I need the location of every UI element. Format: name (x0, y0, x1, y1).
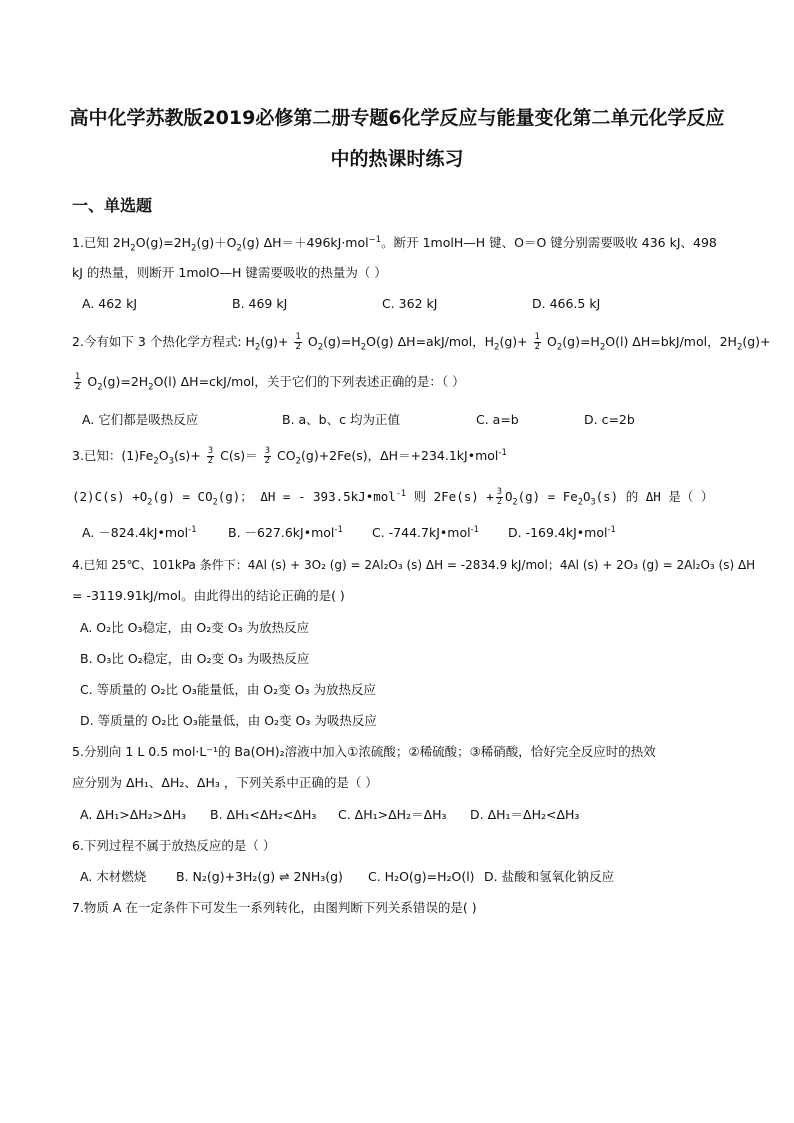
q4-option-d: D. 等质量的 O₂比 O₃能量低，由 O₂变 O₃ 为吸热反应 (80, 713, 377, 728)
q1-option-a: A. 462 kJ (82, 296, 138, 311)
q4-option-b: B. O₃比 O₂稳定，由 O₂变 O₃ 为吸热反应 (80, 651, 310, 666)
fraction: $\frac{1}{2}$ (295, 332, 301, 352)
q2-option-b: B. a、b、c 均为正值 (282, 412, 400, 427)
question-7-line1: 7.物质 A 在一定条件下可发生一系列转化，由图判断下列关系错误的是( ) (72, 900, 477, 915)
question-3-line1: 3.已知：$(1)Fe_2O_3(s)+$ $\frac{3}{2}$ C(s)＝ $\frac{3}{2}$ $CO_2(g)+2Fe(s)$，ΔH＝+234.1kJ•mol$^{-1}$ (72, 446, 507, 467)
question-1-line2: kJ 的热量，则断开 1molO—H 键需要吸收的热量为（ ） (72, 265, 387, 280)
q6-option-a: A. 木材燃烧 (80, 869, 147, 884)
q3-option-a: A. －824.4kJ•mol$^{-1}$ (82, 524, 197, 540)
q3-option-c: C. -744.7kJ•mol$^{-1}$ (372, 524, 480, 540)
fraction: $\frac{3}{2}$ (496, 487, 502, 507)
section-heading: 一、单选题 (72, 196, 153, 215)
q4-option-a: A. O₂比 O₃稳定，由 O₂变 O₃ 为放热反应 (80, 620, 310, 635)
question-5-line2: 应分别为 ΔH₁、ΔH₂、ΔH₃ ，下列关系中正确的是（ ） (72, 775, 378, 790)
q6-option-c: C. H₂O(g)=H₂O(l) (368, 869, 475, 884)
q5-option-c: C. ΔH₁>ΔH₂＝ΔH₃ (338, 807, 447, 822)
question-5-line1: 5.分别向 1 L 0.5 mol·L⁻¹的 Ba(OH)₂溶液中加入①浓硫酸；②稀硫酸；③稀硝酸，恰好完全反应时的热效 (72, 744, 656, 759)
fraction: $\frac{3}{2}$ (264, 446, 271, 466)
document-title-line1: 高中化学苏教版2019必修第二册专题6化学反应与能量变化第二单元化学反应 (69, 107, 725, 129)
q3-option-d: D. -169.4kJ•mol$^{-1}$ (508, 524, 616, 540)
q3-option-b: B. －627.6kJ•mol$^{-1}$ (228, 524, 343, 540)
q5-option-d: D. ΔH₁＝ΔH₂<ΔH₃ (470, 807, 580, 822)
question-4-line1: 4.已知 25℃、101kPa 条件下：4Al (s) + 3O₂ (g) = 2Al₂O₃ (s) ΔH = -2834.9 kJ/mol；4Al (s) + 2O₃ (g) = 2Al₂O₃ (s) ΔH (72, 558, 756, 572)
q6-option-d: D. 盐酸和氢氧化钠反应 (484, 869, 615, 884)
q2-option-c: C. a=b (476, 412, 519, 427)
question-4-line2: = -3119.91kJ/mol。由此得出的结论正确的是( ) (72, 588, 345, 603)
question-1-line1: 1.已知 $2H_2O(g)=2H_2(g)+O_2(g)$ ΔH＝＋496kJ·mol$^{-1}$。断开 1molH—H 键、O＝O 键分别需要吸收 436 kJ、498 (72, 234, 717, 254)
q1-option-b: B. 469 kJ (232, 296, 288, 311)
q1-option-d: D. 466.5 kJ (532, 296, 601, 311)
q4-option-c: C. 等质量的 O₂比 O₃能量低，由 O₂变 O₃ 为放热反应 (80, 682, 376, 697)
q5-option-b: B. ΔH₁<ΔH₂<ΔH₃ (210, 807, 317, 822)
fraction: $\frac{1}{2}$ (75, 372, 81, 392)
fraction: $\frac{3}{2}$ (207, 446, 214, 466)
q1-option-c: C. 362 kJ (382, 296, 438, 311)
q2-option-d: D. c=2b (584, 412, 635, 427)
q6-option-b: B. N₂(g)+3H₂(g) ⇌ 2NH₃(g) (176, 869, 343, 884)
question-3-line2: $(2)C(s) +O_2(g) = CO_2(g)$； ΔH = - 393.5kJ•mol$^{-1}$ 则 2Fe(s) + $\frac{3}{2}$ $O_2(g) = Fe_2O_3(s)$ 的 ΔH 是（ ） (72, 487, 714, 508)
question-2-line2: $\frac{1}{2}$ $O_2(g)=2H_2O(l)$ ΔH=ckJ/mol，关于它们的下列表述正确的是：（ ） (75, 372, 465, 393)
question-6-line1: 6.下列过程不属于放热反应的是（ ） (72, 838, 276, 853)
question-2-line1: 2.今有如下 3 个热化学方程式: $H_2(g)+$ $\frac{1}{2}$ $O_2(g)=H_2O(g)$ ΔH=akJ/mol，$H_2(g)+$ $\frac{1}{2}$ $O_2(g)=H_2O(l)$ ΔH=bkJ/mol，$2H_2(g)+$ (72, 332, 771, 353)
fraction: $\frac{1}{2}$ (534, 332, 541, 352)
q5-option-a: A. ΔH₁>ΔH₂>ΔH₃ (80, 807, 187, 822)
document-title-line2: 中的热课时练习 (330, 148, 464, 170)
q2-option-a: A. 它们都是吸热反应 (82, 412, 199, 427)
